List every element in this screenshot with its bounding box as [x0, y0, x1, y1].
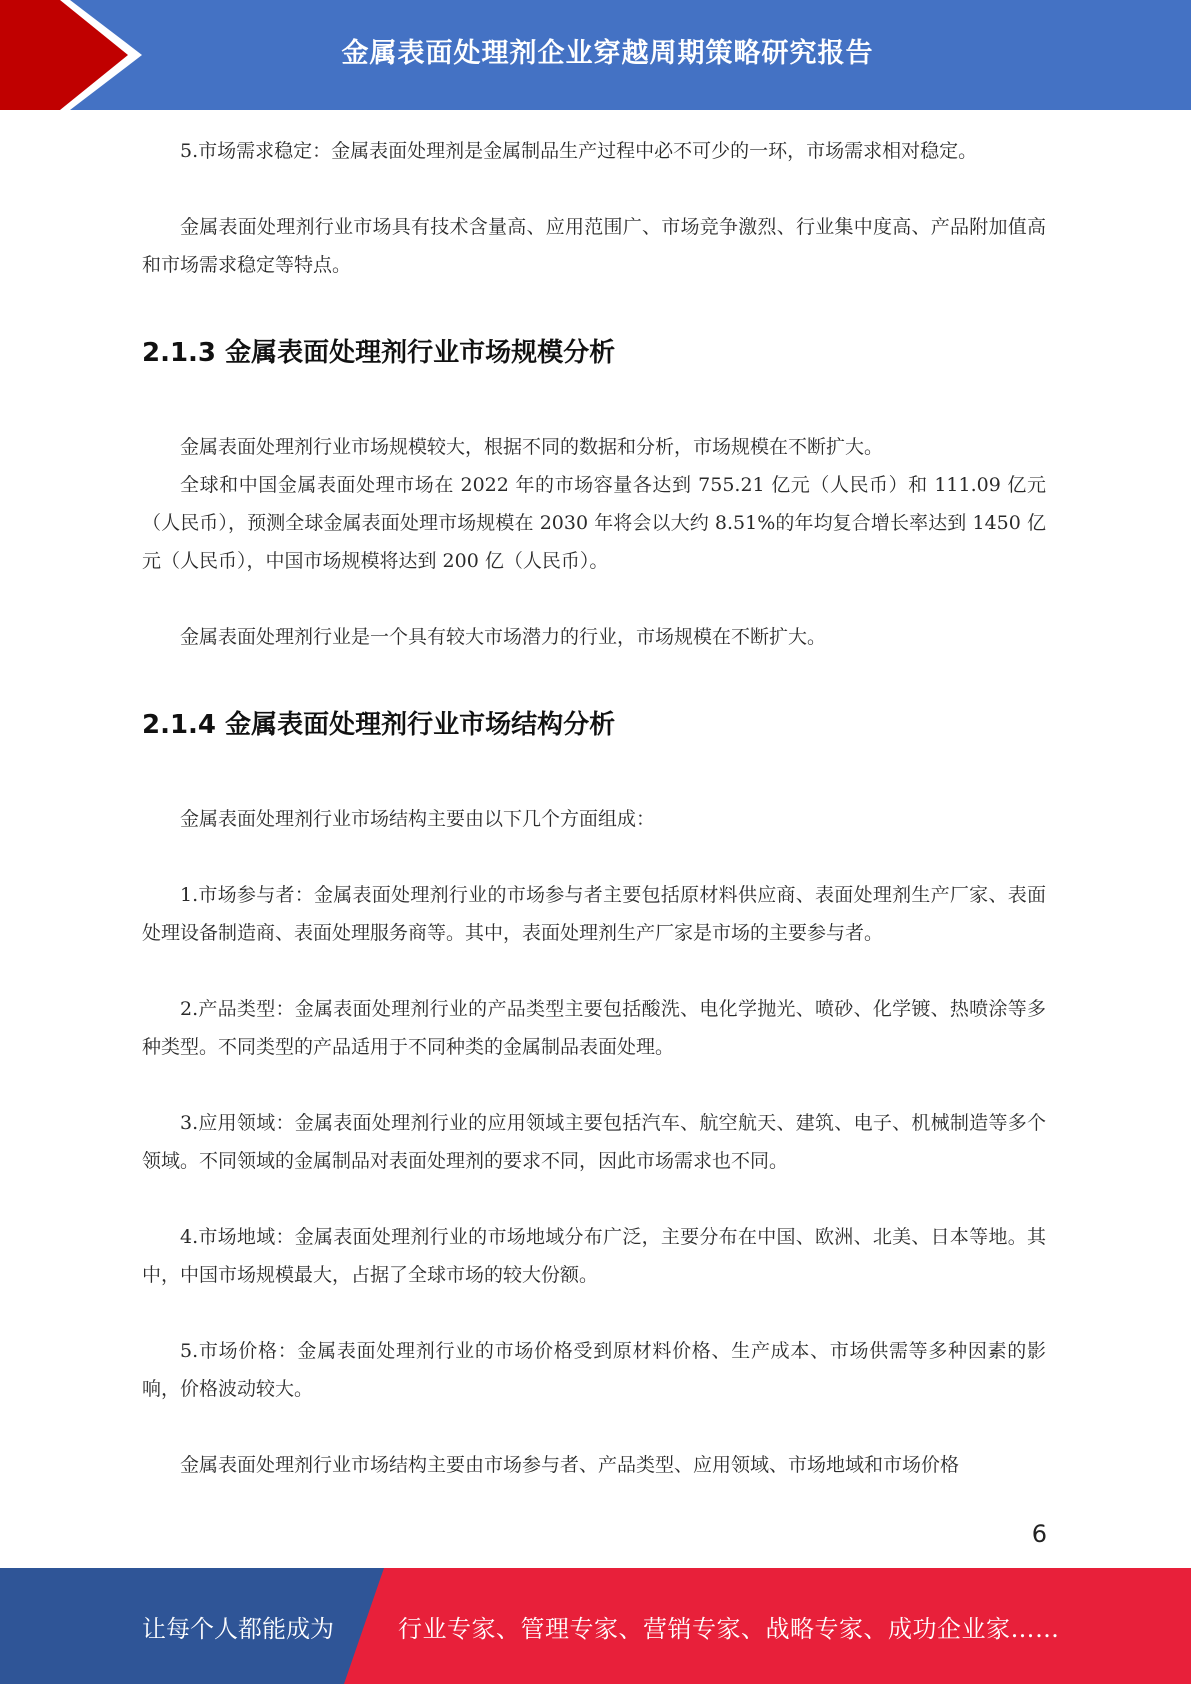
paragraph: 金属表面处理剂行业市场结构主要由以下几个方面组成：: [180, 808, 656, 830]
list-item: 4.市场地域：金属表面处理剂行业的市场地域分布广泛，主要分布在中国、欧洲、北美、日本等地。其中，中国市场规模最大，占据了全球市场的较大份额。: [142, 1226, 1046, 1286]
paragraph: 5.市场需求稳定：金属表面处理剂是金属制品生产过程中必不可少的一环，市场需求相对稳定。: [180, 140, 978, 162]
paragraph: 金属表面处理剂行业是一个具有较大市场潜力的行业，市场规模在不断扩大。: [180, 626, 827, 648]
footer-banner: [0, 1568, 1191, 1684]
list-item: 2.产品类型：金属表面处理剂行业的产品类型主要包括酸洗、电化学抛光、喷砂、化学镀、热喷涂等多种类型。不同类型的产品适用于不同种类的金属制品表面处理。: [142, 998, 1046, 1058]
section-heading: 2.1.4 金属表面处理剂行业市场结构分析: [142, 710, 616, 740]
paragraph: 金属表面处理剂行业市场结构主要由市场参与者、产品类型、应用领域、市场地域和市场价格: [180, 1454, 960, 1476]
paragraph: 金属表面处理剂行业市场规模较大，根据不同的数据和分析，市场规模在不断扩大。: [180, 436, 884, 458]
page-number: 6: [1031, 1520, 1047, 1548]
list-item: 1.市场参与者：金属表面处理剂行业的市场参与者主要包括原材料供应商、表面处理剂生产厂家、表面处理设备制造商、表面处理服务商等。其中，表面处理剂生产厂家是市场的主要参与者。: [142, 884, 1046, 944]
section-heading: 2.1.3 金属表面处理剂行业市场规模分析: [142, 338, 616, 368]
paragraph: 金属表面处理剂行业市场具有技术含量高、应用范围广、市场竞争激烈、行业集中度高、产品附加值高和市场需求稳定等特点。: [142, 216, 1046, 276]
list-item: 5.市场价格：金属表面处理剂行业的市场价格受到原材料价格、生产成本、市场供需等多种因素的影响，价格波动较大。: [142, 1340, 1046, 1400]
footer-slogan-right: 行业专家、管理专家、营销专家、战略专家、成功企业家……: [398, 1614, 1060, 1643]
list-item: 3.应用领域：金属表面处理剂行业的应用领域主要包括汽车、航空航天、建筑、电子、机械制造等多个领域。不同领域的金属制品对表面处理剂的要求不同，因此市场需求也不同。: [142, 1112, 1046, 1172]
footer-slogan-left: 让每个人都能成为: [142, 1614, 334, 1643]
header-banner: [0, 0, 1191, 110]
document-body: [142, 132, 1046, 1484]
report-title: 金属表面处理剂企业穿越周期策略研究报告: [341, 37, 874, 69]
paragraph: 全球和中国金属表面处理市场在 2022 年的市场容量各达到 755.21 亿元（人民币）和 111.09 亿元（人民币），预测全球金属表面处理市场规模在 2030 年将会以大约 8.51%的年均复合增长率达到 1450 亿元（人民币），中国市场规模将达到 200 亿（人民币）。: [142, 474, 1046, 572]
